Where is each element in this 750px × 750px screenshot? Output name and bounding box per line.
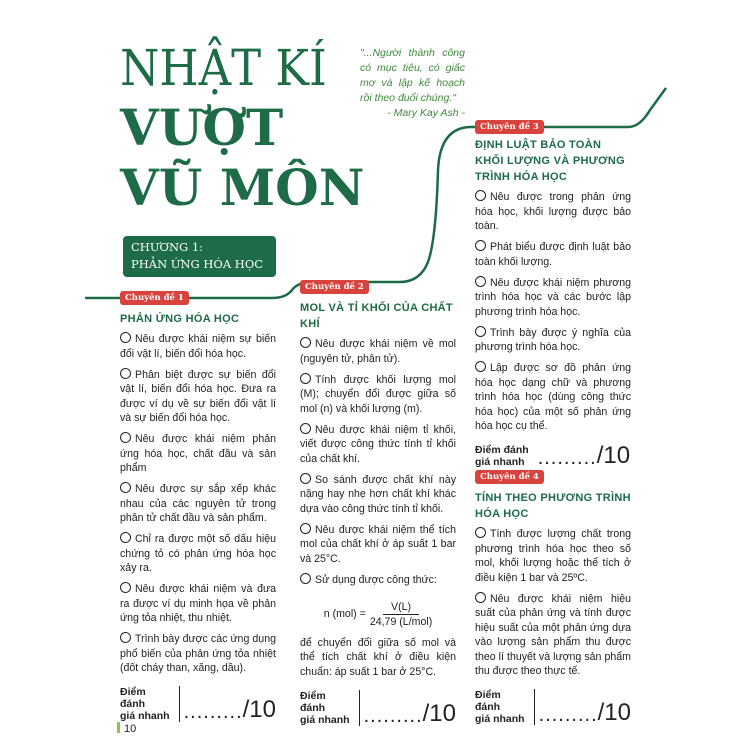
checklist-item: Trình bày được ý nghĩa của phương trình hóa học. [475,326,631,353]
circle-checkbox-icon[interactable] [300,423,311,434]
formula-note: để chuyển đổi giữa số mol và thể tích chất khí ở điều kiện chuẩn: áp suất 1 bar ở 25°C. [300,636,456,678]
topic-1 [120,291,276,722]
checklist-item: Nêu được khái niệm sự biến đổi vật lí, biến đổi hóa học. [120,333,276,360]
circle-checkbox-icon[interactable] [475,361,486,372]
quote-text: "...Người thành công có mục tiêu, có giấc mơ và lập kế hoạch rồi theo đuổi chúng." [360,47,465,104]
checklist-item: Sử dụng được công thức: [300,573,456,588]
checklist-item: Nêu được sự sắp xếp khác nhau của các nguyên tử trong phân tử chất đầu và sản phẩm. [120,483,276,524]
topic-badge: Chuyên đề 4 [475,470,544,484]
title-line-3: VŨ MÔN [120,158,365,217]
chapter-title: PHẢN ỨNG HÓA HỌC [131,257,264,271]
score-field-2[interactable]: Điểm đánh giá nhanh ......... /10 [300,689,456,727]
checklist-item: Nêu được khái niệm phương trình hóa học và các bước lập phương trình hóa học. [475,276,631,318]
circle-checkbox-icon[interactable] [475,326,486,337]
checklist-item: Nêu được khái niệm phản ứng hóa học, chất đầu và sản phẩm [120,433,276,474]
checklist-item: Nêu được khái niệm tỉ khối, viết được công thức tính tỉ khối của chất khí. [300,423,456,465]
circle-checkbox-icon[interactable] [475,240,486,251]
circle-checkbox-icon[interactable] [120,432,131,443]
circle-checkbox-icon[interactable] [300,573,311,584]
checklist-item: Trình bày được các ứng dụng phổ biến của phản ứng tỏa nhiệt (đốt cháy than, xăng, dầu). [120,633,276,674]
formula: n (mol) = $\frac{V(L)}{\text{24,79 (L/mol)}}$ [323,600,433,628]
circle-checkbox-icon[interactable] [475,190,486,201]
topic-title: PHẢN ỨNG HÓA HỌC [120,313,240,325]
circle-checkbox-icon[interactable] [120,482,131,493]
chapter-number: CHƯƠNG 1: [131,240,204,254]
circle-checkbox-icon[interactable] [120,532,131,543]
checklist-item: Phát biểu được định luật bảo toàn khối lượng. [475,241,631,268]
topic-title: TÍNH THEO PHƯƠNG TRÌNH HÓA HỌC [475,492,631,520]
circle-checkbox-icon[interactable] [475,527,486,538]
score-field-3[interactable]: Điểm đánh giá nhanh ......... /10 [475,442,631,469]
title-line-2: VƯỢT [120,98,284,157]
circle-checkbox-icon[interactable] [300,523,311,534]
circle-checkbox-icon[interactable] [120,632,131,643]
circle-checkbox-icon[interactable] [475,592,486,603]
quote [360,46,465,121]
topic-3 [475,120,631,468]
circle-checkbox-icon[interactable] [300,473,311,484]
topic-badge: Chuyên đề 2 [300,280,369,294]
circle-checkbox-icon[interactable] [300,337,311,348]
checklist-item: Lập được sơ đồ phản ứng hóa học dạng chữ và phương trình hóa học (dùng công thức hóa học) của một số phản ứng hóa học cụ thể. [475,362,631,432]
checklist-item: Phân biệt được sự biến đổi vật lí, biến đổi hóa học. Đưa ra được ví dụ về sự biến đổi vật lí và sự biến đổi hóa học. [120,368,276,424]
title-line-1: NHẬT KÍ [120,39,327,97]
chapter-box [123,236,276,277]
checklist-item: Nêu được khái niệm hiệu suất của phản ứng và tính được hiệu suất của một phản ứng dựa vào lượng sản phẩm thu được theo lí thuyết và lượng sản phẩm thu được theo thực tế. [475,592,631,677]
quote-author: - Mary Kay Ash - [387,107,465,119]
topic-4 [475,470,631,725]
topic-2 [300,280,456,726]
topic-badge: Chuyên đề 1 [120,291,189,305]
checklist-item: Tính được lượng chất trong phương trình hóa học theo số mol, khối lượng hoặc thể tích ở điều kiện 1 bar và 25ºC. [475,528,631,584]
checklist-item: Nêu được trong phản ứng hóa học, khối lượng được bảo toàn. [475,191,631,232]
page-marker-bar [117,722,120,733]
checklist-item: Chỉ ra được một số dấu hiệu chứng tỏ có phản ứng hóa học xảy ra. [120,533,276,574]
checklist-item: So sánh được chất khí này nặng hay nhẹ hơn chất khí khác dựa vào công thức tính tỉ khối. [300,473,456,515]
circle-checkbox-icon[interactable] [475,276,486,287]
score-field-1[interactable]: Điểm đánh giá nhanh ......... /10 [120,686,276,723]
circle-checkbox-icon[interactable] [300,373,311,384]
checklist-item: Tính được khối lượng mol (M); chuyển đổi được giữa số mol (n) và khối lượng (m). [300,373,456,415]
topic-title: MOL VÀ TỈ KHỐI CỦA CHẤT KHÍ [300,302,453,330]
checklist-item: Nêu được khái niệm thể tích mol của chất khí ở áp suất 1 bar và 25°C. [300,523,456,565]
checklist-item: Nêu được khái niệm và đưa ra được ví dụ minh họa về phản ứng tỏa nhiệt, thu nhiệt. [120,583,276,624]
page-number: 10 [117,722,136,735]
topic-title: ĐỊNH LUẬT BẢO TOÀN KHỐI LƯỢNG VÀ PHƯƠNG TRÌNH HÓA HỌC [475,139,625,183]
circle-checkbox-icon[interactable] [120,332,131,343]
circle-checkbox-icon[interactable] [120,368,131,379]
circle-checkbox-icon[interactable] [120,582,131,593]
score-field-4[interactable]: Điểm đánh giá nhanh ......... /10 [475,689,631,726]
topic-badge: Chuyên đề 3 [475,120,544,134]
checklist-item: Nêu được khái niệm về mol (nguyên tử, phân tử). [300,338,456,365]
